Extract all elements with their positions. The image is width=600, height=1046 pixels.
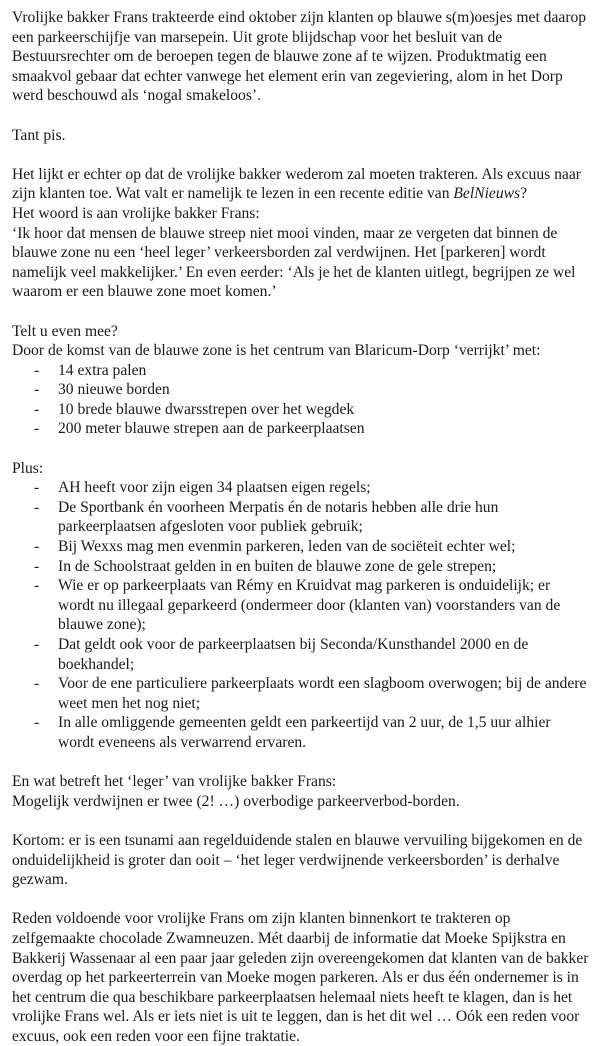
bullet-dash: - [34, 479, 40, 497]
tant-pis-line: Tant pis. [12, 126, 66, 144]
bullet-dash: - [34, 636, 40, 653]
bullet-dash: - [34, 420, 40, 438]
leger-line-2: Mogelijk verdwijnen er twee (2! …) overbodige parkeerverbod-borden. [12, 792, 460, 810]
kortom-paragraph: Kortom: er is een tsunami aan regelduidende stalen en blauwe vervuiling bijgekomen en de onduidelijkheid is groter dan ooit – ‘het leger verdwijnende verkeersborden’ is derhalve gezwam. [12, 831, 583, 889]
bullet-dash: - [34, 400, 40, 418]
list-item: - De Sportbank én voorheen Merpatis én de notaris hebben alle drie hun parkeerplaatsen afgesloten voor publiek gebruik; [34, 498, 499, 536]
bullet-dash: - [34, 538, 40, 556]
count-lead: Door de komst van de blauwe zone is het centrum van Blaricum-Dorp ‘verrijkt’ met: [12, 342, 541, 360]
list-item: - Voor de ene particuliere parkeerplaats wordt een slagboom overwogen; bij de andere weet men het nog niet; [34, 675, 587, 712]
list-item: - 30 nieuwe borden [34, 381, 170, 399]
plus-label: Plus: [12, 459, 44, 477]
closing-paragraph: Reden voldoende voor vrolijke Frans om zijn klanten binnenkort te trakteren op zelfgemaakte chocolade Zwamneuzen. Mét daarbij de informatie dat Moeke Spijkstra en Bakkerij Wassenaar al een paar jaar geleden zijn overeengekomen dat klanten van de bakker overdag op het parkeerterrein van Moeke mogen parkeren. Als er dus één ondernemer is in het centrum die qua beschikbare parkeerplaatsen helemaal niets heeft te klagen, dan is het vrolijke Frans wel. Als er iets niet is uit te leggen, dan is het dit wel … Oók een reden voor excuus, ook een reden voor een fijne traktatie. [12, 910, 589, 1045]
list-item: - In alle omliggende gemeenten geldt een parkeertijd van 2 uur, de 1,5 uur alhier wordt eveneens als verwarrend ervaren. [34, 714, 551, 751]
list-item: - Wie er op parkeerplaats van Rémy en Kruidvat mag parkeren is onduidelijk; er wordt nu illegaal geparkeerd (ondermeer door (klanten van) voorstanders van de blauwe zone); [34, 577, 561, 634]
word-to-frans-line: Het woord is aan vrolijke bakker Frans: [12, 204, 260, 222]
bullet-dash: - [34, 714, 40, 732]
list-item: - 14 extra palen [34, 361, 147, 379]
enrichment-list [12, 361, 590, 439]
bullet-dash: - [34, 577, 40, 595]
frans-quote: ‘Ik hoor dat mensen de blauwe streep niet mooi vinden, maar ze vergeten dat binnen de blauwe zone nu een ‘heel leger’ verkeersborden zal verdwijnen. Het [parkeren] wordt namelijk veel makkelijker.’ En even eerder: ‘Als je het de klanten uitlegt, begrijpen ze wel waarom er een blauwe zone moet komen.’ [12, 224, 576, 301]
list-item: - Dat geldt ook voor de parkeerplaatsen bij Seconda/Kunsthandel 2000 en de boekhandel; [34, 636, 529, 673]
plus-list [12, 478, 590, 752]
leger-line-1: En wat betreft het ‘leger’ van vrolijke bakker Frans: [12, 773, 337, 791]
bullet-dash: - [34, 557, 40, 575]
bullet-dash: - [34, 381, 40, 399]
bullet-dash: - [34, 498, 40, 516]
belnieuws-title: BelNieuws [453, 185, 521, 203]
belnieuws-text-before: Het lijkt er echter op dat de vrolijke bakker wederom zal moeten trakteren. Als excuus naar zijn klanten toe. Wat valt er namelijk te lezen in een recente editie van [12, 165, 581, 203]
bullet-dash: - [34, 361, 40, 379]
list-item: - 10 brede blauwe dwarsstrepen over het wegdek [34, 400, 355, 418]
list-item: - Bij Wexxs mag men evenmin parkeren, leden van de sociëteit echter wel; [34, 538, 516, 556]
intro-paragraph: Vrolijke bakker Frans trakteerde eind oktober zijn klanten op blauwe s(m)oesjes met daarop een parkeerschijfje van marsepein. Uit grote blijdschap voor het besluit van de Bestuursrechter om de beroepen tegen de blauwe zone af te wijzen. Produktmatig een smaakvol gebaar dat echter vanwege het element erin van zegeviering, alom in het Dorp werd beschouwd als ‘nogal smakeloos’. [12, 9, 587, 105]
list-item: - AH heeft voor zijn eigen 34 plaatsen eigen regels; [34, 479, 371, 497]
belnieuws-text-after: ? [520, 185, 528, 203]
count-question: Telt u even mee? [12, 322, 118, 340]
bullet-dash: - [34, 675, 40, 693]
list-item: - In de Schoolstraat gelden in en buiten de blauwe zone de gele strepen; [34, 557, 497, 575]
list-item: - 200 meter blauwe strepen aan de parkeerplaatsen [34, 420, 365, 438]
belnieuws-paragraph [12, 165, 590, 204]
